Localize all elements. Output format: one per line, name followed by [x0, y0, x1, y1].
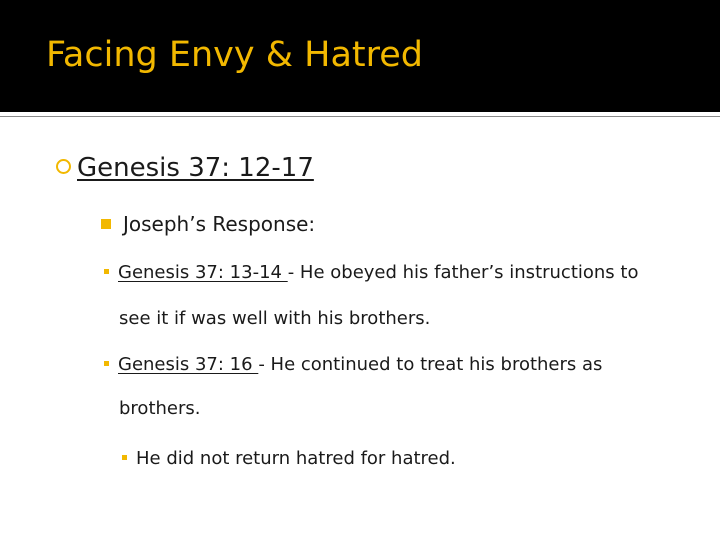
point-item-2: [104, 356, 602, 374]
subheading-bullet-item: [101, 214, 315, 234]
point-item-1: [104, 264, 638, 282]
title-bar: [0, 0, 720, 112]
subheading-text: Joseph’s Response:: [123, 212, 316, 236]
subpoint-item: [122, 450, 456, 468]
small-square-bullet-icon: [104, 361, 109, 366]
small-square-bullet-icon: [104, 269, 109, 274]
point-1-reference: Genesis 37: 13-14: [118, 262, 288, 283]
title-divider: [0, 116, 720, 117]
hollow-circle-bullet-icon: [56, 159, 71, 174]
point-1-text: - He obeyed his father’s instructions to: [287, 262, 639, 283]
point-1-continuation: see it if was well with his brothers.: [119, 308, 431, 329]
point-2-reference: Genesis 37: 16: [118, 354, 259, 375]
point-2-continuation: brothers.: [119, 398, 201, 419]
point-2-text: - He continued to treat his brothers as: [258, 354, 603, 375]
square-bullet-icon: [101, 219, 111, 229]
heading-bullet-item: [56, 155, 314, 181]
small-square-bullet-icon: [122, 455, 127, 460]
slide-title: Facing Envy & Hatred: [46, 35, 423, 75]
heading-reference: Genesis 37: 12-17: [77, 153, 314, 183]
subpoint-text: He did not return hatred for hatred.: [136, 448, 456, 469]
